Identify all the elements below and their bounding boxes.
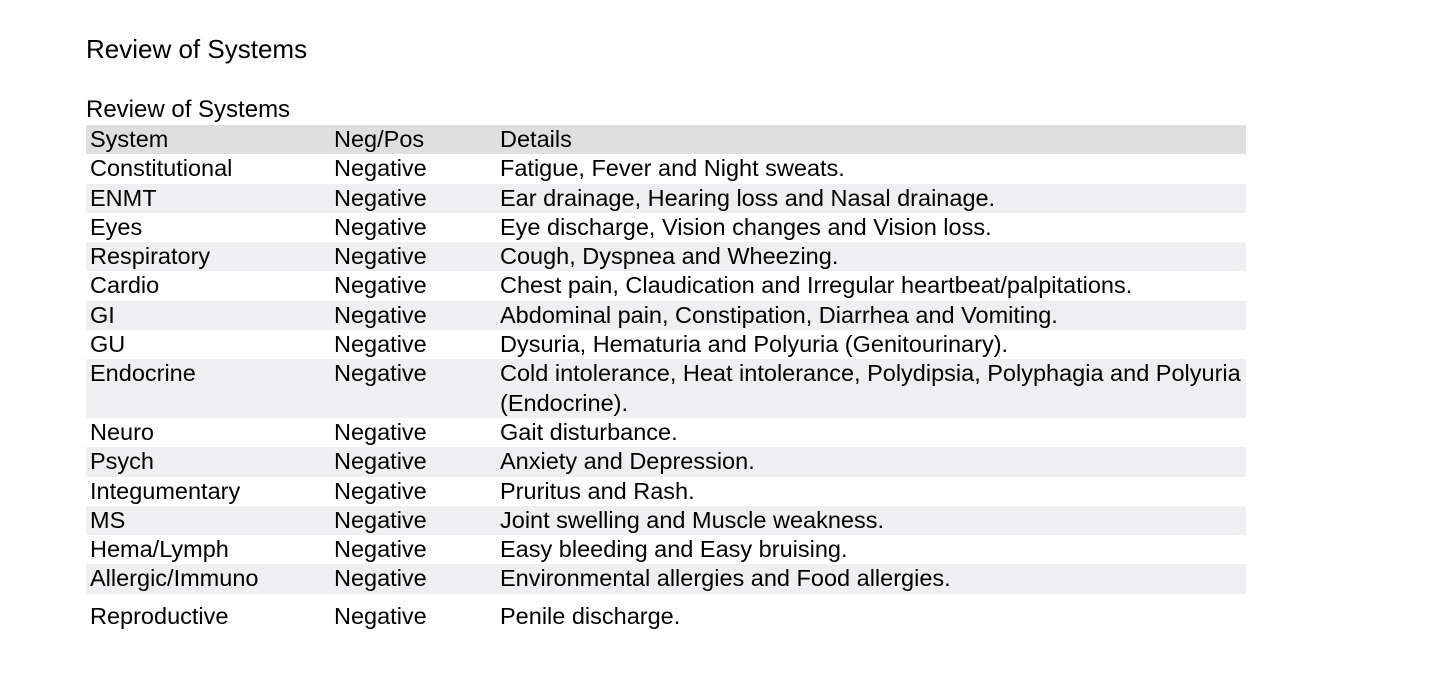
details-cell: Joint swelling and Muscle weakness.: [500, 506, 885, 533]
table-row: [86, 271, 1246, 300]
table-row: [86, 564, 1246, 593]
status-cell: Negative: [334, 272, 427, 299]
status-cell: Negative: [334, 448, 427, 475]
table-header-row: [86, 125, 1246, 154]
status-cell: Negative: [334, 184, 427, 211]
table-row: [86, 154, 1246, 183]
details-cell: Fatigue, Fever and Night sweats.: [500, 155, 845, 182]
details-cell: Ear drainage, Hearing loss and Nasal drainage.: [500, 184, 996, 211]
table-row: [86, 301, 1246, 330]
table-caption: Review of Systems: [86, 96, 291, 123]
system-cell: Allergic/Immuno: [90, 565, 259, 592]
details-cell: Cough, Dyspnea and Wheezing.: [500, 243, 839, 270]
status-cell: Negative: [334, 331, 427, 358]
table-row: [86, 213, 1246, 242]
table-row: [86, 506, 1246, 535]
system-cell: MS: [90, 506, 126, 533]
details-cell: Eye discharge, Vision changes and Vision loss.: [500, 213, 992, 240]
status-cell: Negative: [334, 213, 427, 240]
details-cell: Gait disturbance.: [500, 418, 678, 445]
details-cell: Dysuria, Hematuria and Polyuria (Genitourinary).: [500, 331, 1009, 358]
table-body: [86, 154, 1246, 631]
system-cell: Cardio: [90, 272, 160, 299]
status-cell: Negative: [334, 536, 427, 563]
table-row: [86, 184, 1246, 213]
table-row: [86, 242, 1246, 271]
details-cell: Anxiety and Depression.: [500, 448, 755, 475]
status-cell: Negative: [334, 243, 427, 270]
review-of-systems-table: [86, 125, 1246, 631]
system-cell: Integumentary: [90, 477, 241, 504]
status-cell: Negative: [334, 506, 427, 533]
system-cell: Eyes: [90, 213, 143, 240]
header-negpos: Neg/Pos: [334, 126, 425, 152]
table-row: [86, 330, 1246, 359]
status-cell: Negative: [334, 565, 427, 592]
table-row: [86, 535, 1246, 564]
table-row: [86, 418, 1246, 447]
system-cell: Constitutional: [90, 155, 233, 182]
system-cell: Neuro: [90, 418, 155, 445]
status-cell: Negative: [334, 418, 427, 445]
status-cell: Negative: [334, 155, 427, 182]
details-cell: Easy bleeding and Easy bruising.: [500, 536, 848, 563]
system-cell: Hema/Lymph: [90, 536, 229, 563]
status-cell: Negative: [334, 477, 427, 504]
page-title: Review of Systems: [86, 34, 308, 64]
system-cell: Reproductive: [90, 602, 229, 629]
status-cell: Negative: [334, 301, 427, 328]
table-row: [86, 594, 1246, 631]
table-row: [86, 359, 1246, 418]
system-cell: ENMT: [90, 184, 157, 211]
details-cell: Abdominal pain, Constipation, Diarrhea and Vomiting.: [500, 301, 1058, 328]
details-cell: Chest pain, Claudication and Irregular heartbeat/palpitations.: [500, 272, 1133, 299]
system-cell: Psych: [90, 448, 154, 475]
table-row: [86, 477, 1246, 506]
header-system: System: [90, 126, 169, 152]
status-cell: Negative: [334, 602, 427, 629]
system-cell: Endocrine: [90, 360, 196, 387]
details-cell: Cold intolerance, Heat intolerance, Polydipsia, Polyphagia and Polyuria (Endocrine).: [500, 360, 1241, 416]
system-cell: GI: [90, 301, 115, 328]
details-cell: Penile discharge.: [500, 602, 681, 629]
details-cell: Pruritus and Rash.: [500, 477, 695, 504]
system-cell: GU: [90, 331, 126, 358]
header-details: Details: [500, 126, 572, 152]
system-cell: Respiratory: [90, 243, 211, 270]
details-cell: Environmental allergies and Food allergies.: [500, 565, 951, 592]
status-cell: Negative: [334, 360, 427, 387]
table-row: [86, 447, 1246, 476]
